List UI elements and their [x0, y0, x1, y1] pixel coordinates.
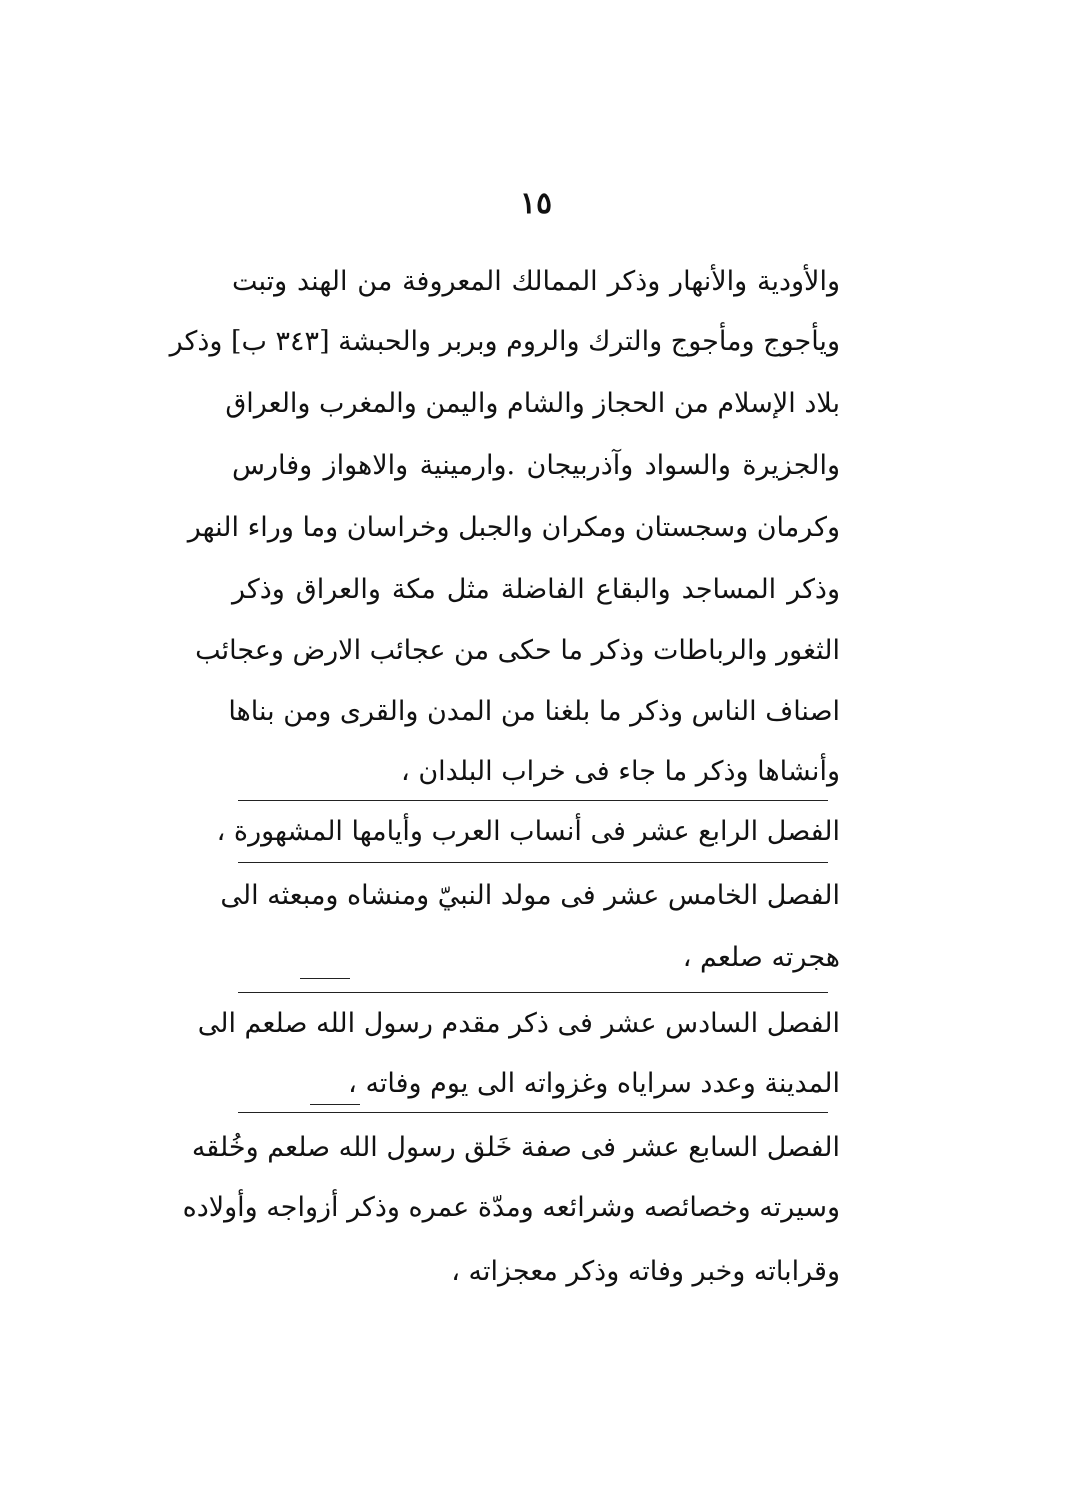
- text-line: وسيرته وخصائصه وشرائعه ومدّة عمره وذكر أزواجه وأولاده: [182, 1192, 840, 1223]
- text-line: ويأجوج ومأجوج والترك والروم وبربر والحبشة [٣٤٣ ب] وذكر: [169, 326, 840, 357]
- chapter-heading: الفصل الرابع عشر فى أنساب العرب وأيامها المشهورة ،: [216, 816, 840, 847]
- text-line: والأودية والأنهار وذكر الممالك المعروفة من الهند وتبت: [232, 266, 840, 297]
- chapter-heading: الفصل السادس عشر فى ذكر مقدم رسول الله صلعم الى: [197, 1008, 840, 1039]
- text-line: المدينة وعدد سراياه وغزواته الى يوم وفاته ،: [348, 1068, 840, 1099]
- text-line: وأنشاها وذكر ما جاء فى خراب البلدان ،: [401, 756, 840, 787]
- separator-rule: [238, 992, 828, 993]
- text-line: وكرمان وسجستان ومكران والجبل وخراسان وما وراء النهر: [187, 512, 840, 543]
- text-line: والجزيرة والسواد وآذربيجان .وارمينية والاهواز وفارس: [232, 450, 840, 481]
- text-line: بلاد الإسلام من الحجاز والشام واليمن والمغرب والعراق: [225, 388, 840, 419]
- text-line: هجرته صلعم ،: [682, 942, 840, 973]
- separator-rule: [238, 862, 828, 863]
- chapter-heading: الفصل السابع عشر فى صفة خَلق رسول الله صلعم وخُلقه: [191, 1132, 840, 1163]
- text-line: اصناف الناس وذكر ما بلغنا من المدن والقرى ومن بناها: [228, 696, 840, 727]
- separator-rule: [310, 1104, 360, 1105]
- separator-rule: [238, 800, 828, 801]
- text-line: الثغور والرباطات وذكر ما حكى من عجائب الارض وعجائب: [195, 635, 840, 666]
- text-line: وذكر المساجد والبقاع الفاضلة مثل مكة والعراق وذكر: [232, 574, 840, 605]
- page-number: ١٥: [519, 186, 553, 221]
- text-line: وقراباته وخبر وفاته وذكر معجزاته ،: [451, 1256, 840, 1287]
- separator-rule: [238, 1112, 828, 1113]
- separator-rule: [300, 978, 350, 979]
- chapter-heading: الفصل الخامس عشر فى مولد النبيّ ومنشاه ومبعثه الى: [220, 880, 840, 911]
